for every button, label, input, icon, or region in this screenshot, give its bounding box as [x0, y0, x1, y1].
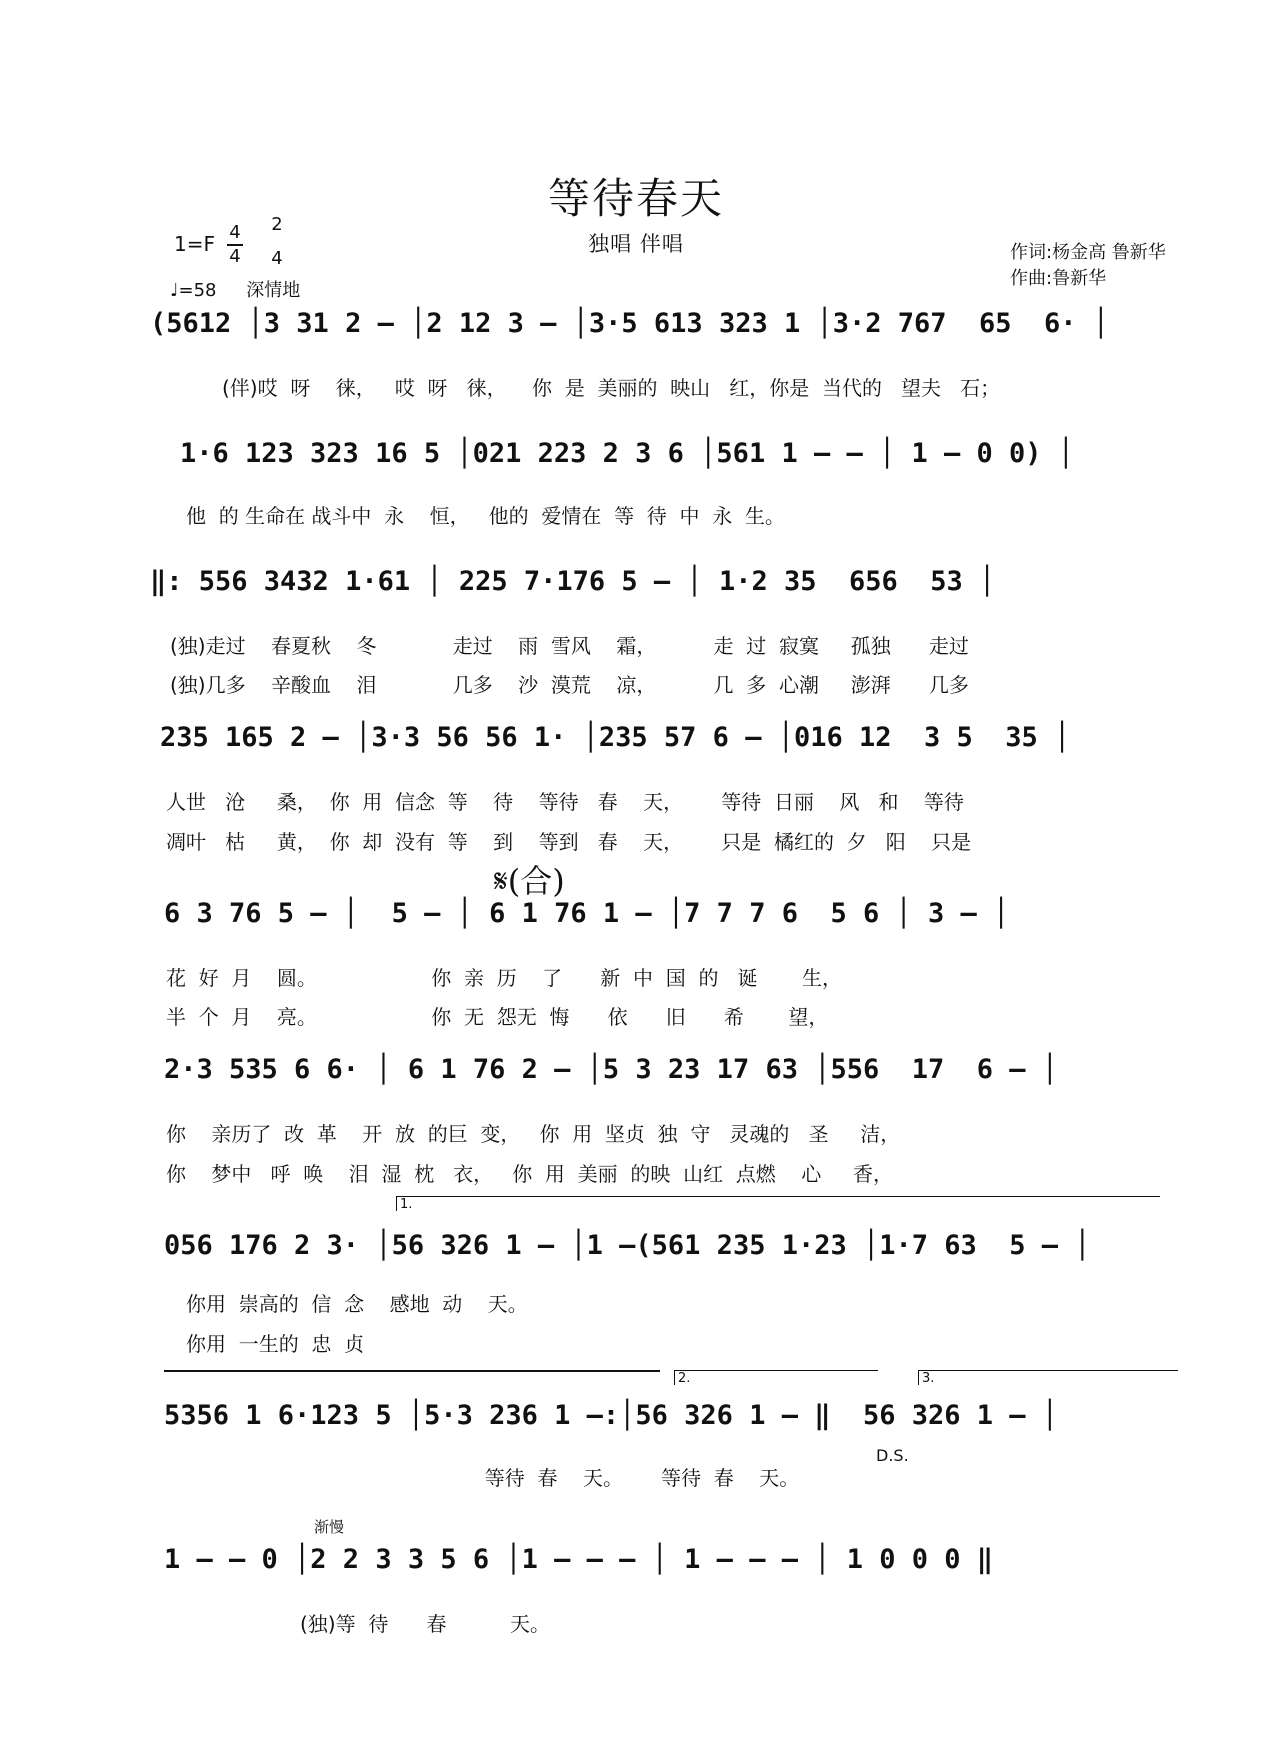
lyric-line-5b: 半 个 月 亮。 你 无 怨无 悔 依 旧 希 望，: [166, 1005, 829, 1029]
key-signature: 1=F: [174, 232, 215, 256]
lyric-line-6a: 你 亲历了 改 革 开 放 的巨 变， 你 用 坚贞 独 守 灵魂的 圣 洁，: [166, 1122, 901, 1146]
time-sig-2-top: 2: [271, 214, 283, 235]
lyric-line-2a: 他 的 生命在 战斗中 永 恒， 他的 爱情在 等 待 中 永 生。: [186, 504, 785, 528]
notation-line-9: 1 — — 0 │2 2 3 3 5 6 │1 — — — │ 1 — — — │ 1 0 0 0 ‖: [164, 1544, 994, 1575]
time-sig-2-bottom: 4: [271, 248, 283, 269]
lyric-line-6b: 你 梦中 呼 唤 泪 湿 枕 衣， 你 用 美丽 的映 山红 点燃 心 香，: [166, 1162, 894, 1186]
notation-line-5: 6 3 76 5 — │ 5 — │ 6 1 76 1 — │7 7 7 6 5 6 │ 3 — │: [164, 898, 1010, 929]
notation-line-6: 2·3 535 6 6· │ 6 1 76 2 — │5 3 23 17 63 │556 17 6 — │: [164, 1054, 1059, 1085]
time-sig-1-top: 4: [229, 222, 241, 243]
volta-bracket-2: 2.: [674, 1370, 878, 1385]
lyric-line-1a: (伴)哎 呀 徕， 哎 呀 徕， 你 是 美丽的 映山 红，你是 当代的 望夫 石；: [222, 376, 1001, 400]
segno-sign: 𝄋(合): [494, 862, 565, 900]
lyric-line-3a: (独)走过 春夏秋 冬 走过 雨 雪风 霜， 走 过 寂寞 孤独 走过: [170, 634, 969, 658]
volta-bracket-3: 3.: [918, 1370, 1178, 1385]
song-title: 等待春天: [547, 174, 724, 223]
expression-marking: 深情地: [246, 280, 301, 301]
lyricist-credit: 作词:杨金高 鲁新华: [1010, 242, 1166, 263]
lyric-line-4a: 人世 沧 桑， 你 用 信念 等 待 等待 春 天， 等待 日丽 风 和 等待: [166, 790, 964, 814]
lyric-line-8a: 等待 春 天。 等待 春 天。: [186, 1466, 800, 1490]
lyric-line-5a: 花 好 月 圆。 你 亲 历 了 新 中 国 的 诞 生，: [166, 966, 843, 990]
lyric-line-9a: (独)等 待 春 天。: [300, 1612, 551, 1636]
dal-segno-marking: D.S.: [876, 1446, 909, 1465]
time-sig-1-bottom: 4: [229, 246, 241, 267]
lyric-line-4b: 凋叶 枯 黄， 你 却 没有 等 到 等到 春 天， 只是 橘红的 夕 阳 只是: [166, 830, 972, 854]
ritardando-marking: 渐慢: [314, 1518, 345, 1536]
lyric-line-3b: (独)几多 辛酸血 泪 几多 沙 漠荒 凉， 几 多 心潮 澎湃 几多: [170, 673, 969, 697]
continuation-bracket: [164, 1370, 660, 1372]
notation-line-8: 5356 1 6·123 5 │5·3 236 1 —:│56 326 1 — ‖ 56 326 1 — │: [164, 1400, 1059, 1431]
song-subtitle: 独唱 伴唱: [588, 232, 684, 256]
notation-line-4: 235 165 2 — │3·3 56 56 1· │235 57 6 — │016 12 3 5 35 │: [160, 722, 1071, 753]
tempo-marking: [170, 276, 300, 302]
tempo-value: ♩=58: [170, 280, 217, 301]
notation-line-2: 1·6 123 323 16 5 │021 223 2 3 6 │561 1 — — │ 1 — 0 0) │: [180, 438, 1075, 469]
notation-line-1: (5612 │3 31 2 — │2 12 3 — │3·5 613 323 1 │3·2 767 65 6· │: [150, 308, 1110, 339]
volta-bracket-1: 1.: [396, 1196, 1160, 1211]
notation-line-7: 056 176 2 3· │56 326 1 — │1 —(561 235 1·23 │1·7 63 5 — │: [164, 1230, 1091, 1261]
lyric-line-7a: 你用 崇高的 信 念 感地 动 天。: [186, 1292, 528, 1316]
lyric-line-7b: 你用 一生的 忠 贞: [186, 1332, 365, 1356]
composer-credit: 作曲:鲁新华: [1010, 268, 1107, 289]
notation-line-3: ‖: 556 3432 1·61 │ 225 7·176 5 — │ 1·2 35 656 53 │: [150, 566, 996, 597]
